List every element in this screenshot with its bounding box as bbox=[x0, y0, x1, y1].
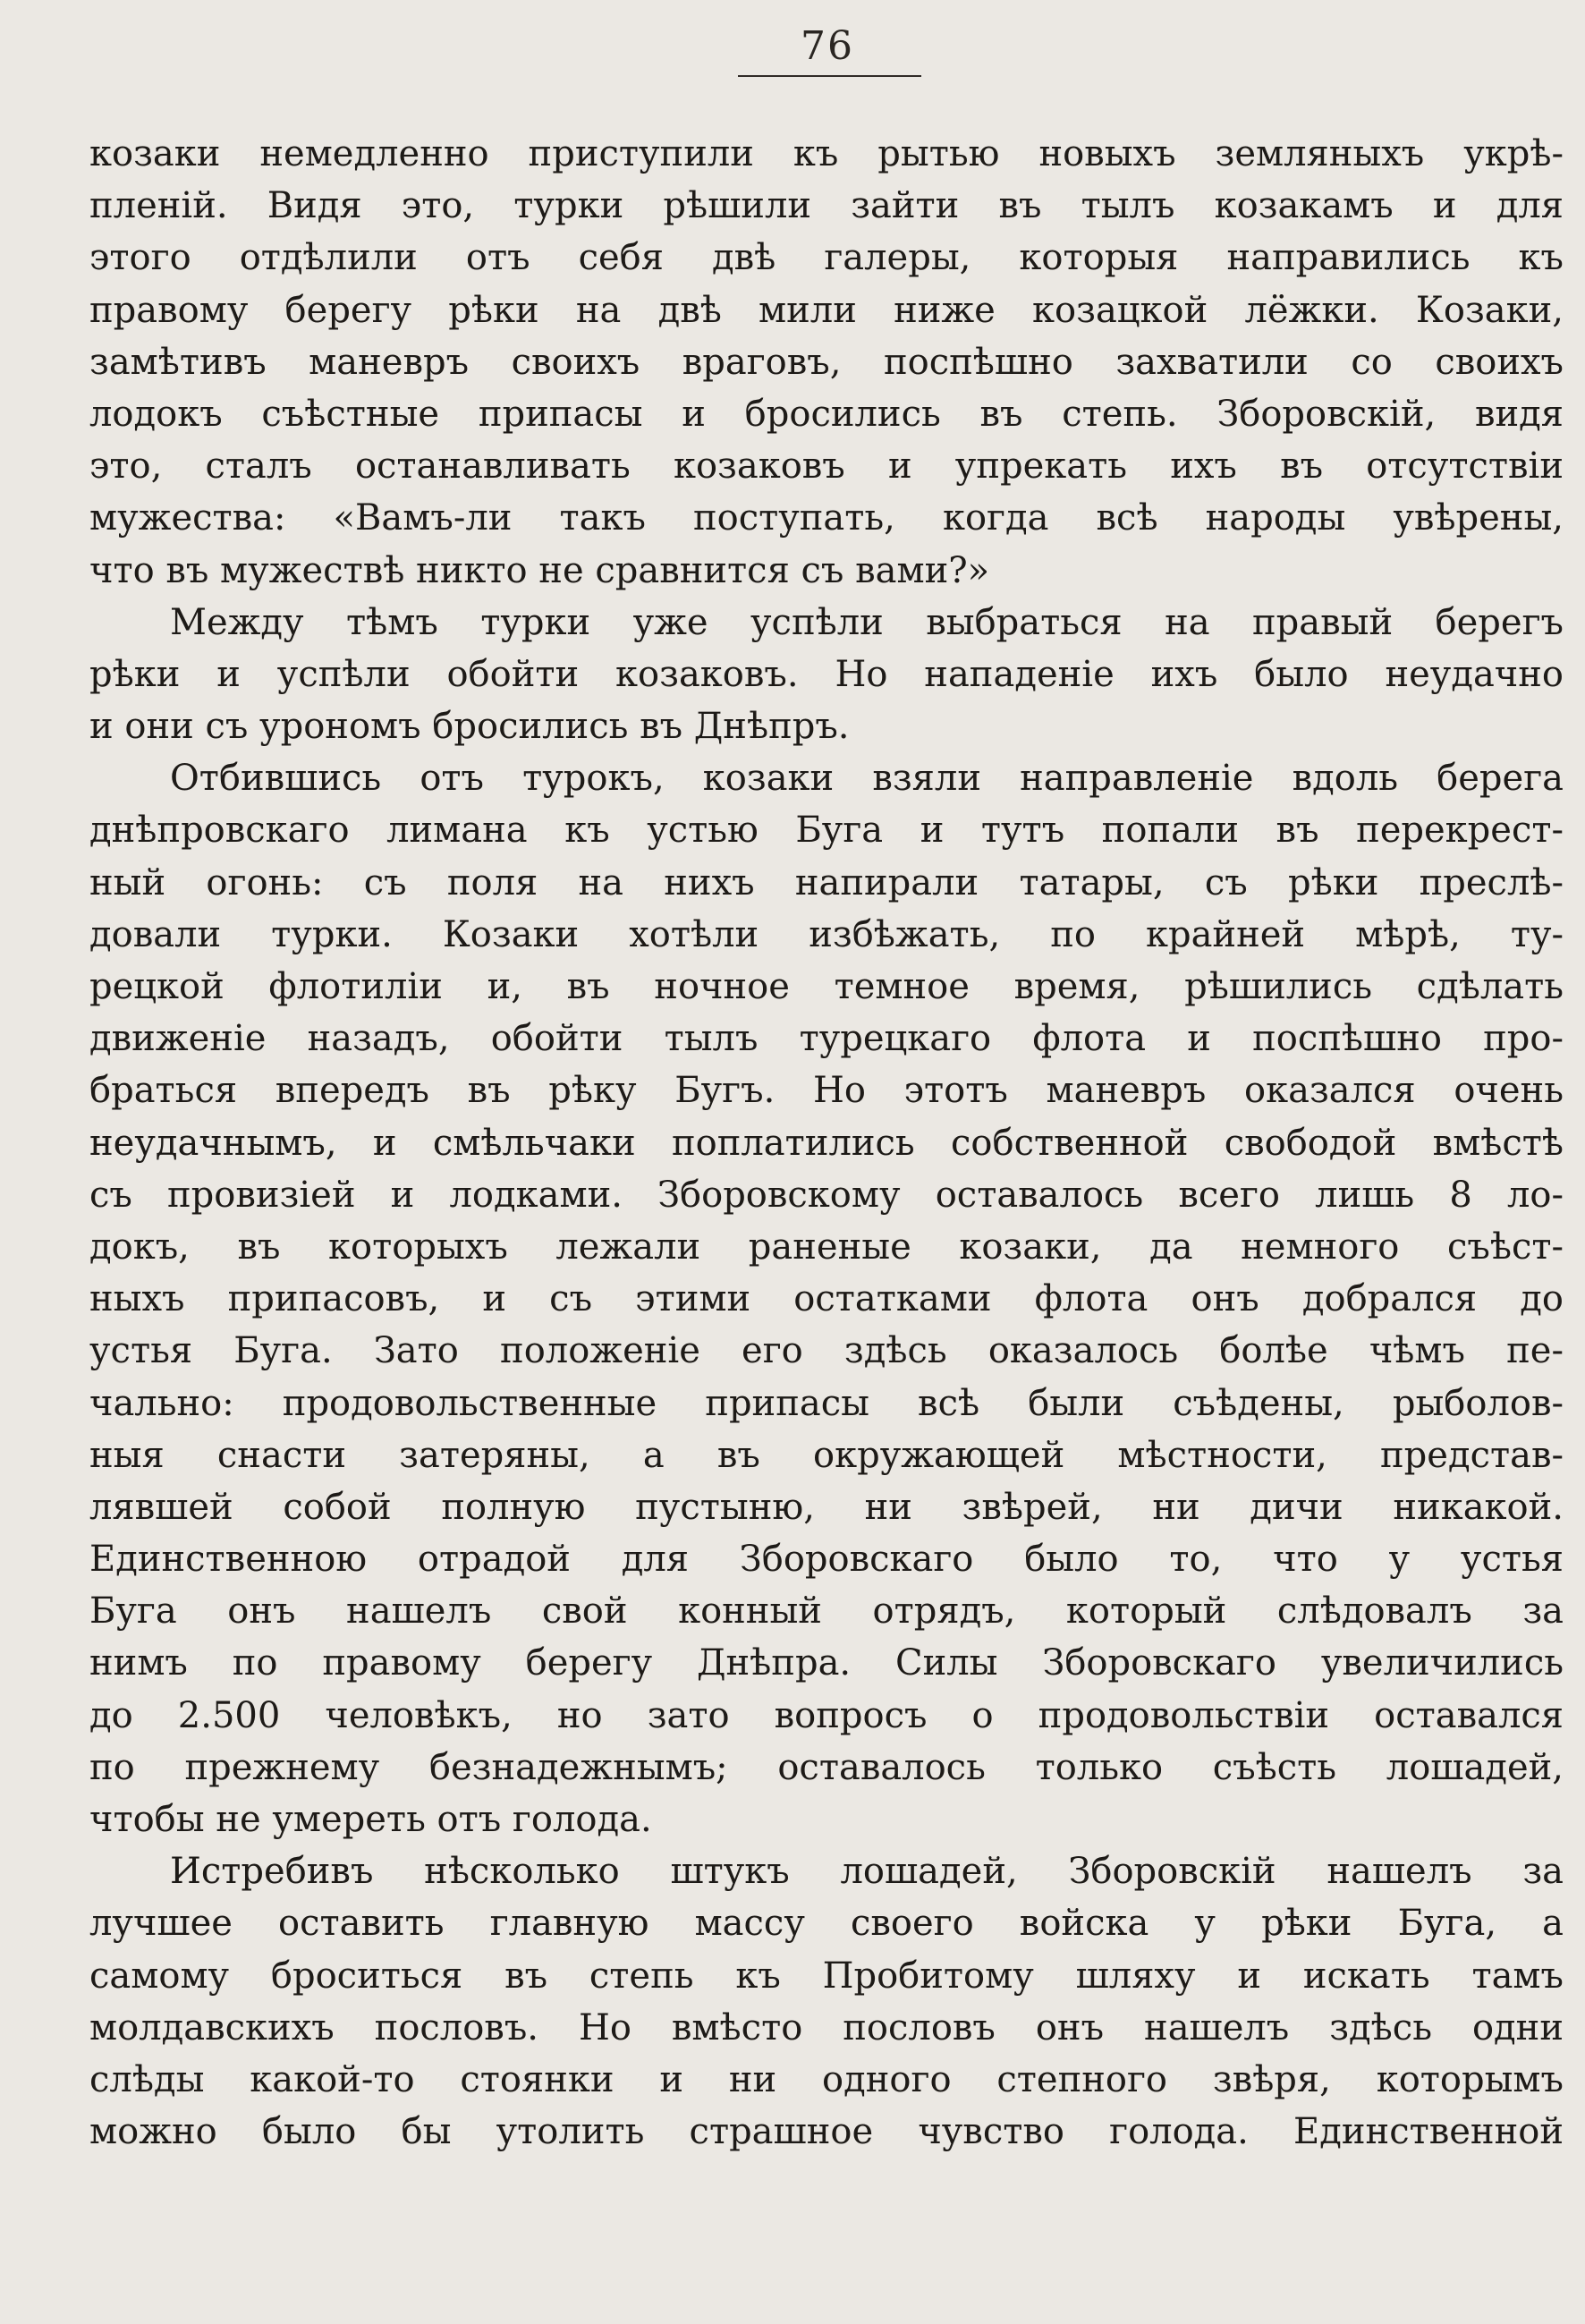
text-line: что въ мужествѣ никто не сравнится съ вами?» bbox=[89, 549, 990, 591]
text-line: по прежнему безнадежнымъ; оставалось только съѣсть лошадей, bbox=[89, 1746, 1564, 1788]
text-line: лявшей собой полную пустыню, ни звѣрей, ни дичи никакой. bbox=[89, 1486, 1564, 1528]
text-line: чально: продовольственные припасы всѣ были съѣдены, рыболов- bbox=[89, 1382, 1564, 1424]
text-line: лодокъ съѣстные припасы и бросились въ степь. Зборовскій, видя bbox=[89, 393, 1564, 435]
text-line: рецкой флотиліи и, въ ночное темное время, рѣшились сдѣлать bbox=[89, 966, 1564, 1007]
text-line: рѣки и успѣли обойти козаковъ. Но нападеніе ихъ было неудачно bbox=[89, 653, 1564, 695]
page-number: 76 bbox=[801, 23, 854, 69]
body-text bbox=[89, 128, 1564, 2158]
text-line: ныя снасти затеряны, а въ окружающей мѣстности, представ- bbox=[89, 1434, 1564, 1476]
text-line: мужества: «Вамъ-ли такъ поступать, когда всѣ народы увѣрены, bbox=[89, 497, 1564, 539]
text-line: Буга онъ нашелъ свой конный отрядъ, который слѣдовалъ за bbox=[89, 1590, 1564, 1633]
text-line: Единственною отрадой для Зборовскаго было то, что у устья bbox=[89, 1539, 1564, 1581]
text-line: можно было бы утолить страшное чувство голода. Единственной bbox=[89, 2111, 1564, 2153]
page-number-rule bbox=[738, 75, 921, 77]
text-line: правому берегу рѣки на двѣ мили ниже козацкой лёжки. Козаки, bbox=[89, 289, 1564, 331]
text-line: лучшее оставить главную массу своего войска у рѣки Буга, а bbox=[89, 1903, 1564, 1945]
text-line: днѣпровскаго лимана къ устью Буга и тутъ попали въ перекрест- bbox=[89, 810, 1564, 852]
text-line: движеніе назадъ, обойти тылъ турецкаго флота и поспѣшно про- bbox=[89, 1018, 1564, 1060]
text-line: самому броситься въ степь къ Пробитому шляху и искать тамъ bbox=[89, 1955, 1564, 1997]
text-line: слѣды какой-то стоянки и ни одного степного звѣря, которымъ bbox=[89, 2058, 1564, 2100]
text-line: докъ, въ которыхъ лежали раненые козаки, да немного съѣст- bbox=[89, 1226, 1564, 1268]
text-line: Отбившись отъ турокъ, козаки взяли направленіе вдоль берега bbox=[170, 758, 1564, 800]
text-line: чтобы не умереть отъ голода. bbox=[89, 1799, 652, 1840]
text-line: довали турки. Козаки хотѣли избѣжать, по крайней мѣрѣ, ту- bbox=[89, 913, 1564, 955]
text-line: ныхъ припасовъ, и съ этими остатками флота онъ добрался до bbox=[89, 1278, 1564, 1320]
text-line: этого отдѣлили отъ себя двѣ галеры, которыя направились къ bbox=[89, 237, 1564, 279]
text-line: до 2.500 человѣкъ, но зато вопросъ о продовольствіи оставался bbox=[89, 1694, 1564, 1736]
text-line: нимъ по правому берегу Днѣпра. Силы Зборовскаго увеличились bbox=[89, 1642, 1564, 1684]
text-line: молдавскихъ пословъ. Но вмѣсто пословъ онъ нашелъ здѣсь одни bbox=[89, 2006, 1564, 2048]
text-line: это, сталъ останавливать козаковъ и упрекать ихъ въ отсутствіи bbox=[89, 445, 1564, 488]
text-line: козаки немедленно приступили къ рытью новыхъ земляныхъ укрѣ- bbox=[89, 133, 1564, 174]
text-line: ный огонь: съ поля на нихъ напирали татары, съ рѣки преслѣ- bbox=[89, 861, 1564, 903]
text-line: замѣтивъ маневръ своихъ враговъ, поспѣшно захватили со своихъ bbox=[89, 341, 1564, 383]
text-line: устья Буга. Зато положеніе его здѣсь оказалось болѣе чѣмъ пе- bbox=[89, 1330, 1564, 1372]
text-line: Между тѣмъ турки уже успѣли выбраться на правый берегъ bbox=[170, 601, 1564, 643]
text-line: Истребивъ нѣсколько штукъ лошадей, Зборовскій нашелъ за bbox=[170, 1851, 1564, 1893]
text-line: браться впередъ въ рѣку Бугъ. Но этотъ маневръ оказался очень bbox=[89, 1070, 1564, 1112]
text-line: неудачнымъ, и смѣльчаки поплатились собственной свободой вмѣстѣ bbox=[89, 1122, 1564, 1164]
text-line: съ провизіей и лодками. Зборовскому оставалось всего лишь 8 ло- bbox=[89, 1174, 1564, 1216]
text-line: пленій. Видя это, турки рѣшили зайти въ тылъ козакамъ и для bbox=[89, 185, 1564, 227]
text-line: и они съ урономъ бросились въ Днѣпръ. bbox=[89, 706, 850, 748]
